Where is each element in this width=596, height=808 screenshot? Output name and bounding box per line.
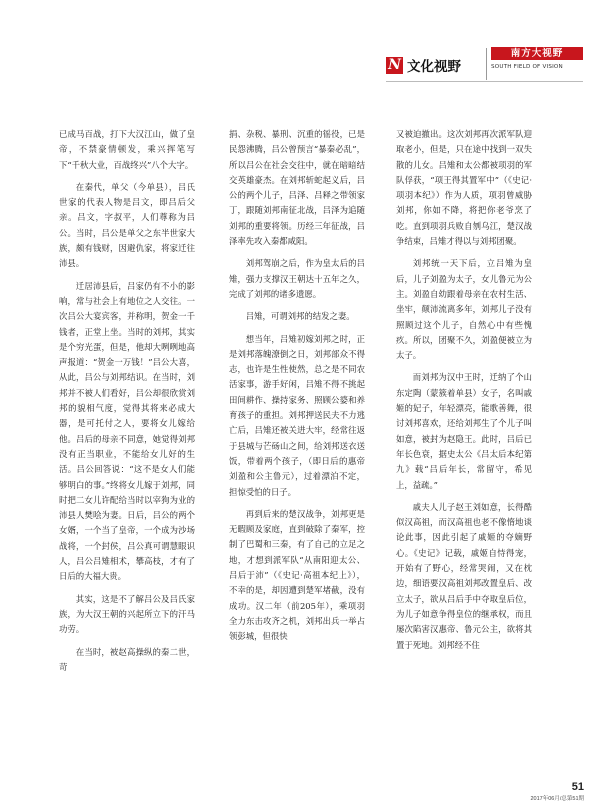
brand-name-en: SOUTH FIELD OF VISION: [491, 64, 563, 70]
paragraph: 想当年，吕雉初嫁刘邦之时，正是刘邦落魄潦倒之日，刘邦部众不得志，也许是生性使然，总之是不同农活家事，游手好闲，吕雉不得不挑起田间耕作、操持家务、照顾公婆和养育孩子的重担。刘邦押送民夫不力逃亡后，吕雉还被关进大牢，经常往返于县城与芒砀山之间，给刘邦送衣送饭，带着两个孩子，（即日后的惠帝刘盈和公主鲁元），过着漂泊不定，担惊受怕的日子。: [229, 333, 365, 497]
text-column-2: [229, 127, 365, 767]
text-column-3: [396, 127, 532, 767]
paragraph: 戚夫人儿子赵王刘如意，长得酷似汉高祖，而汉高祖也老不像惰地谈论此事，因此引起了戚姬的夺嫡野心。《史记》记载，戚姬自恃得宠，开始有了野心，经常哭闹，又在枕边，细语要汉高祖刘邦改置皇后、改立太子，欲从吕后手中夺取皇后位，为儿子如意争得皇位的继承权，而且屡次陷害汉惠帝、鲁元公主，欲将其置于死地。刘邦经不住: [396, 501, 532, 650]
header-divider: [486, 48, 487, 80]
paragraph: 在秦代，单父（今单县），吕氏世家的代表人物是吕文，即吕后父亲。吕文，字叔平，人们尊称为吕公。当时，吕公是单父之东半世家大族，颇有钱财，因避仇家，将家迁往沛县。: [59, 181, 195, 269]
paragraph: 迁居沛县后，吕家仍有不小的影响，常与社会上有地位之人交往。一次吕公大宴宾客，并称明，贺金一千钱者，正堂上坐。当时的刘邦，其实是个穷光蛋，但是，他却大咧咧地高声报道：“贺金一万钱！”吕公大喜，从此，吕公与刘邦结识。在当时，刘邦并不被人们看好，吕公却很欣赏刘邦的貌相气度，觉得其将来必成大器，是可托付之人，要将女儿嫁给他。吕后的母亲不同意，她觉得刘邦没有正当职业，不能给女儿好的生活。吕公回答说：“这不是女人们能够明白的事。”终将女儿嫁于刘邦，同时把二女儿许配给当时以宰狗为业的沛县人樊哙为妻。日后，吕公的两个女婿，一个当了皇帝，一个成为沙场战将，一个封侯，吕公真可谓慧眼识人，吕公吕雉相术，攀高枝，才有了日后的大福大贵。: [59, 280, 195, 582]
issue-info: 2017年06月/总第51期: [530, 796, 584, 802]
page-footer: [531, 781, 585, 802]
paragraph: 在当时，被赵高操纵的秦二世，苛: [59, 646, 195, 672]
paragraph: 已成马百战，打下大汉江山，做了皇帝，不禁豪情顿发，乘兴挥笔写下“千秋大业，百战终兴”八个大字。: [59, 129, 195, 170]
section-title: 文化视野: [407, 59, 461, 75]
brand-block: [491, 47, 583, 70]
paragraph: 刘邦统一天下后，立吕雉为皇后，儿子刘盈为太子，女儿鲁元为公主。刘盈自幼跟着母亲在农村生活、坐牢，颠沛流离多年，刘邦儿子没有照顾过这个儿子，自然心中有些愧疚。所以，团聚不久，刘盈便被立为太子。: [396, 258, 532, 361]
paragraph: 其实，这是不了解吕公及吕氏家族，为大汉王朝的兴起所立下的汗马功劳。: [59, 593, 195, 635]
header-rule: [386, 81, 583, 82]
brand-name-cn: 南方大视野: [491, 47, 583, 60]
paragraph: 捐、杂税、暴刑、沉重的徭役，已是民怨沸腾，吕公曾预言“暴秦必乱”，所以吕公在社会交往中，就在暗暗结交英雄豪杰。在刘邦斩蛇起义后，吕公的两个儿子，吕泽、吕释之带领家丁，跟随刘邦南征北战，吕泽为追随刘邦的重要将领。历经三年征战，吕泽率先攻入秦都咸阳。: [229, 129, 365, 247]
paragraph: 吕雉，可谓刘邦的结发之妻。: [245, 311, 355, 322]
text-column-1: [59, 127, 195, 767]
paragraph: 而刘邦为汉中王时，迁纳了个山东定陶（蒙簇着单县）女子，名叫戚姬的妃子，年轻漂亮，能歌善舞，很讨刘邦喜欢，还给刘邦生了个儿子叫如意，被封为赵隐王。此时，吕后已年长色衰，据史太公《吕太后本纪第九》载“吕后年长，常留守，希见上，益疏。”: [396, 372, 532, 490]
section-header: [386, 54, 482, 76]
section-logo-icon: N: [386, 57, 403, 74]
paragraph: 再到后来的楚汉战争，刘邦更是无暇顾及家庭，直到破除了秦军，控制了巴蜀和三秦，有了自己的立足之地，才想到派军队“从南阳迎太公、吕后于沛”（《史记·高祖本纪上》），不幸的是，却因遭到楚军堵截，没有成功。汉二年（前205年），乘项羽全力东击攻齐之机，刘邦出兵一举占领彭城，但很快: [229, 508, 365, 642]
paragraph: 又被迫撤出。这次刘邦再次派军队迎取老小，但是，只在途中找到一双失散的儿女。吕雉和太公都被项羽的军队俘获，“项王得其置军中”（《史记·项羽本纪》）作为人质，项羽曾威胁刘邦，你如不降，将把你老爷烹了吃。直到项羽兵败自刎乌江，楚汉战争结束，吕雉才得以与刘邦团聚。: [396, 129, 532, 247]
page-number: 51: [571, 781, 584, 793]
paragraph: 刘邦驾崩之后，作为皇太后的吕雉，强力支撑汉王朝达十五年之久，完成了刘邦的诸多遗愿。: [229, 258, 365, 299]
